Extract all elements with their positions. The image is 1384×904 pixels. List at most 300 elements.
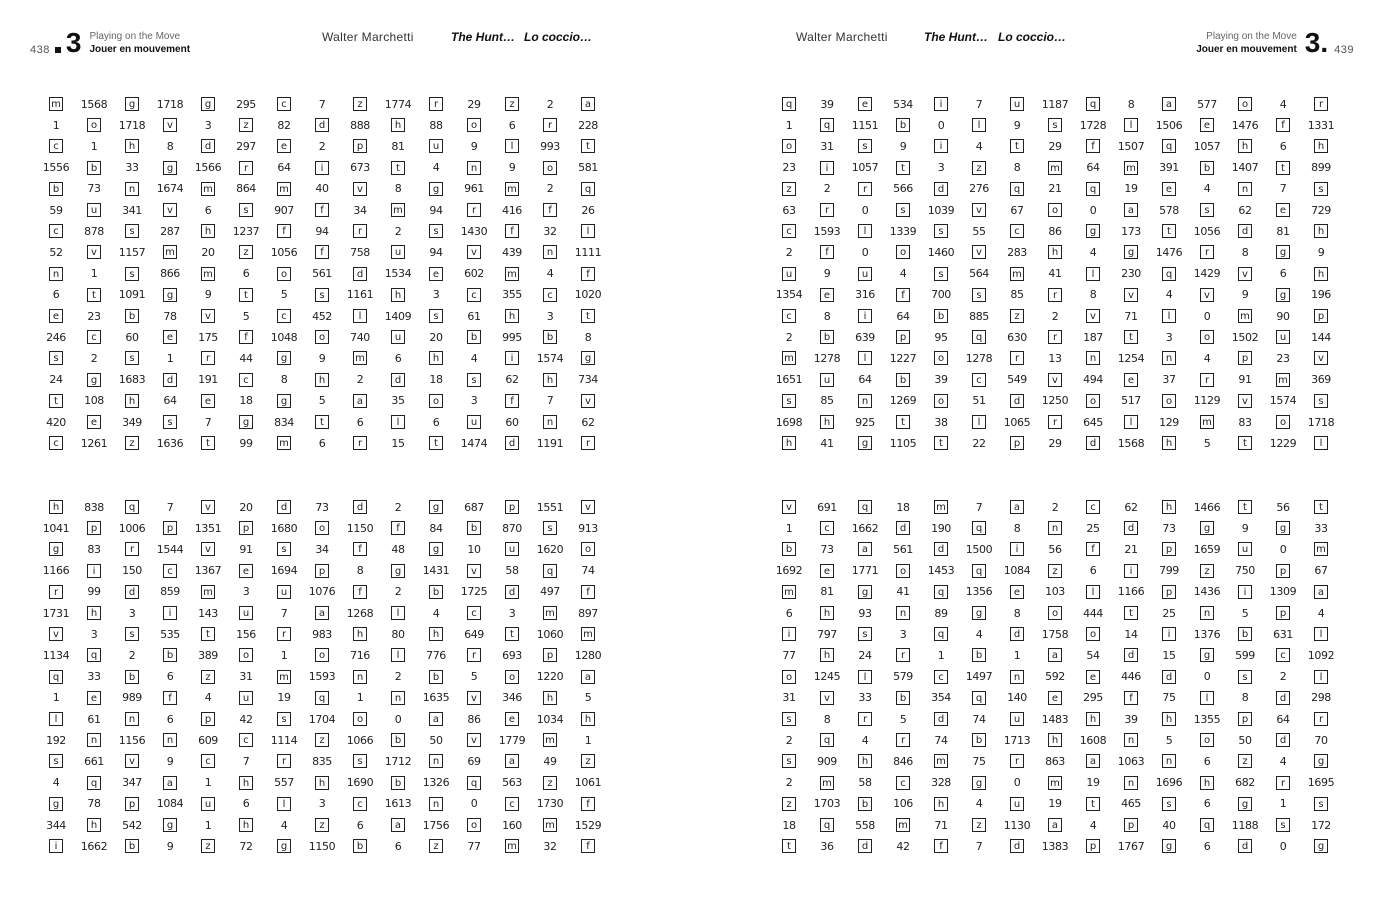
right-chapter-number: 3. xyxy=(1304,27,1329,58)
boxed-letter: d xyxy=(1150,668,1188,686)
number-cell: 1662 xyxy=(80,839,108,853)
number-cell: 64 xyxy=(896,309,910,323)
boxed-letter: t xyxy=(1150,222,1188,240)
grid-row xyxy=(37,837,607,855)
boxed-letter: m xyxy=(531,604,569,622)
number-cell: 7 xyxy=(975,839,983,853)
boxed-letter: p xyxy=(998,434,1036,452)
grid-row xyxy=(770,646,1340,664)
boxed-letter: r xyxy=(265,625,303,643)
number-cell: 6 xyxy=(432,415,440,429)
boxed-letter: q xyxy=(960,562,998,580)
boxed-letter: e xyxy=(808,286,846,304)
number-cell: 1041 xyxy=(42,521,70,535)
number-cell: 3 xyxy=(899,627,907,641)
boxed-letter: t xyxy=(1226,498,1264,516)
boxed-letter: q xyxy=(455,774,493,792)
number-cell: 7 xyxy=(1279,182,1287,196)
boxed-letter: c xyxy=(265,307,303,325)
number-cell: 577 xyxy=(1197,97,1217,111)
boxed-letter: f xyxy=(303,243,341,261)
boxed-letter: q xyxy=(1074,95,1112,113)
number-cell: 6 xyxy=(166,670,174,684)
grid-row xyxy=(770,837,1340,855)
boxed-letter: n xyxy=(846,392,884,410)
boxed-letter: t xyxy=(1302,498,1340,516)
boxed-letter: q xyxy=(569,180,607,198)
number-cell: 1659 xyxy=(1193,542,1221,556)
boxed-letter: v xyxy=(189,307,227,325)
boxed-letter: n xyxy=(455,159,493,177)
boxed-letter: r xyxy=(455,201,493,219)
grid-row xyxy=(37,413,607,431)
number-cell: 5 xyxy=(1203,436,1211,450)
number-cell: 1339 xyxy=(889,224,917,238)
boxed-letter: c xyxy=(998,222,1036,240)
left-chapter-title-fr: Jouer en mouvement xyxy=(89,44,191,55)
boxed-letter: b xyxy=(151,646,189,664)
number-cell: 298 xyxy=(1311,691,1331,705)
number-cell: 8 xyxy=(1127,97,1135,111)
number-cell: 7 xyxy=(975,500,983,514)
number-cell: 276 xyxy=(969,182,989,196)
boxed-letter: a xyxy=(1036,646,1074,664)
boxed-letter: a xyxy=(569,95,607,113)
boxed-letter: g xyxy=(417,498,455,516)
number-cell: 21 xyxy=(1124,542,1138,556)
number-cell: 64 xyxy=(858,373,872,387)
grid-row xyxy=(770,328,1340,346)
number-cell: 835 xyxy=(312,754,332,768)
number-cell: 609 xyxy=(198,733,218,747)
boxed-letter: d xyxy=(998,625,1036,643)
boxed-letter: n xyxy=(1036,519,1074,537)
boxed-letter: c xyxy=(922,668,960,686)
boxed-letter: v xyxy=(455,731,493,749)
boxed-letter: p xyxy=(531,646,569,664)
boxed-letter: l xyxy=(1112,116,1150,134)
number-cell: 0 xyxy=(861,245,869,259)
boxed-letter: i xyxy=(151,604,189,622)
boxed-letter: c xyxy=(189,752,227,770)
boxed-letter: h xyxy=(303,774,341,792)
number-cell: 78 xyxy=(163,309,177,323)
number-cell: 64 xyxy=(1276,712,1290,726)
grid-row xyxy=(770,392,1340,410)
boxed-letter: z xyxy=(1226,752,1264,770)
grid-row xyxy=(37,222,607,240)
number-cell: 1680 xyxy=(270,521,298,535)
boxed-letter: c xyxy=(455,286,493,304)
boxed-letter: c xyxy=(227,731,265,749)
number-cell: 630 xyxy=(1007,330,1027,344)
number-cell: 897 xyxy=(578,606,598,620)
number-cell: 129 xyxy=(1159,415,1179,429)
number-cell: 187 xyxy=(1083,330,1103,344)
grid-row xyxy=(37,328,607,346)
boxed-letter: s xyxy=(37,752,75,770)
number-cell: 1061 xyxy=(574,776,602,790)
number-cell: 1355 xyxy=(1193,712,1221,726)
boxed-letter: a xyxy=(417,710,455,728)
number-cell: 50 xyxy=(1238,733,1252,747)
boxed-letter: s xyxy=(303,286,341,304)
number-cell: 535 xyxy=(160,627,180,641)
number-cell: 592 xyxy=(1045,670,1065,684)
number-cell: 1718 xyxy=(1307,415,1335,429)
boxed-letter: n xyxy=(531,413,569,431)
number-cell: 416 xyxy=(502,203,522,217)
boxed-letter: g xyxy=(1150,837,1188,855)
number-cell: 3 xyxy=(128,606,136,620)
number-cell: 389 xyxy=(198,648,218,662)
number-cell: 42 xyxy=(896,839,910,853)
number-cell: 578 xyxy=(1159,203,1179,217)
number-cell: 99 xyxy=(239,436,253,450)
boxed-letter: e xyxy=(417,265,455,283)
number-cell: 729 xyxy=(1311,203,1331,217)
number-cell: 866 xyxy=(160,267,180,281)
number-cell: 88 xyxy=(429,118,443,132)
boxed-letter: s xyxy=(265,710,303,728)
number-cell: 579 xyxy=(893,670,913,684)
number-cell: 2 xyxy=(1279,670,1287,684)
boxed-letter: g xyxy=(1264,519,1302,537)
number-cell: 1084 xyxy=(156,797,184,811)
number-cell: 1191 xyxy=(536,436,564,450)
number-cell: 62 xyxy=(505,373,519,387)
number-cell: 0 xyxy=(861,203,869,217)
boxed-letter: v xyxy=(455,689,493,707)
number-cell: 4 xyxy=(1279,754,1287,768)
number-cell: 1150 xyxy=(308,839,336,853)
grid-row xyxy=(770,159,1340,177)
boxed-letter: b xyxy=(113,668,151,686)
number-cell: 2 xyxy=(394,500,402,514)
boxed-letter: c xyxy=(227,371,265,389)
number-cell: 191 xyxy=(198,373,218,387)
number-cell: 50 xyxy=(429,733,443,747)
number-cell: 9 xyxy=(508,161,516,175)
number-cell: 74 xyxy=(581,564,595,578)
boxed-letter: h xyxy=(808,413,846,431)
number-cell: 354 xyxy=(931,691,951,705)
number-cell: 1227 xyxy=(889,351,917,365)
number-cell: 19 xyxy=(1086,776,1100,790)
number-cell: 6 xyxy=(242,267,250,281)
boxed-letter: l xyxy=(1302,668,1340,686)
boxed-letter: i xyxy=(922,137,960,155)
boxed-letter: s xyxy=(846,625,884,643)
boxed-letter: u xyxy=(265,583,303,601)
boxed-letter: z xyxy=(531,774,569,792)
boxed-letter: u xyxy=(998,95,1036,113)
boxed-letter: z xyxy=(303,731,341,749)
boxed-letter: a xyxy=(1302,583,1340,601)
boxed-letter: a xyxy=(493,752,531,770)
number-cell: 8 xyxy=(394,182,402,196)
number-cell: 1476 xyxy=(1231,118,1259,132)
number-cell: 750 xyxy=(1235,564,1255,578)
number-cell: 20 xyxy=(429,330,443,344)
number-cell: 9 xyxy=(899,139,907,153)
number-cell: 3 xyxy=(204,118,212,132)
boxed-letter: m xyxy=(493,837,531,855)
number-cell: 175 xyxy=(198,330,218,344)
grid-row xyxy=(37,774,607,792)
boxed-letter: b xyxy=(379,731,417,749)
boxed-letter: s xyxy=(417,307,455,325)
boxed-letter: e xyxy=(75,413,113,431)
number-cell: 156 xyxy=(236,627,256,641)
boxed-letter: e xyxy=(265,137,303,155)
boxed-letter: v xyxy=(113,752,151,770)
number-cell: 2 xyxy=(1051,309,1059,323)
number-cell: 38 xyxy=(934,415,948,429)
number-cell: 32 xyxy=(543,839,557,853)
number-cell: 35 xyxy=(391,394,405,408)
boxed-letter: o xyxy=(227,646,265,664)
number-cell: 6 xyxy=(356,818,364,832)
boxed-letter: i xyxy=(808,159,846,177)
boxed-letter: g xyxy=(569,349,607,367)
boxed-letter: s xyxy=(1302,795,1340,813)
number-cell: 1056 xyxy=(1193,224,1221,238)
number-cell: 77 xyxy=(467,839,481,853)
boxed-letter: d xyxy=(493,434,531,452)
boxed-letter: s xyxy=(455,371,493,389)
boxed-letter: m xyxy=(1036,774,1074,792)
boxed-letter: z xyxy=(189,668,227,686)
number-cell: 558 xyxy=(855,818,875,832)
boxed-letter: r xyxy=(884,731,922,749)
boxed-letter: l xyxy=(265,795,303,813)
boxed-letter: s xyxy=(37,349,75,367)
grid-row xyxy=(770,795,1340,813)
number-cell: 1156 xyxy=(118,733,146,747)
boxed-letter: p xyxy=(189,710,227,728)
number-cell: 1057 xyxy=(1193,139,1221,153)
grid-row xyxy=(37,265,607,283)
number-cell: 3 xyxy=(508,606,516,620)
number-cell: 143 xyxy=(198,606,218,620)
number-cell: 8 xyxy=(1013,161,1021,175)
number-cell: 2 xyxy=(823,182,831,196)
grid-row xyxy=(770,371,1340,389)
boxed-letter: t xyxy=(37,392,75,410)
number-cell: 56 xyxy=(1048,542,1062,556)
number-cell: 39 xyxy=(1124,712,1138,726)
boxed-letter: q xyxy=(770,95,808,113)
grid-row xyxy=(37,243,607,261)
number-cell: 93 xyxy=(858,606,872,620)
grid-row xyxy=(37,201,607,219)
number-cell: 1 xyxy=(90,267,98,281)
number-cell: 3 xyxy=(242,585,250,599)
boxed-letter: o xyxy=(265,265,303,283)
number-cell: 346 xyxy=(502,691,522,705)
boxed-letter: m xyxy=(531,816,569,834)
number-cell: 23 xyxy=(782,161,796,175)
boxed-letter: q xyxy=(1188,816,1226,834)
boxed-letter: f xyxy=(493,392,531,410)
grid-row xyxy=(37,710,607,728)
number-cell: 108 xyxy=(84,394,104,408)
boxed-letter: c xyxy=(37,222,75,240)
number-cell: 517 xyxy=(1121,394,1141,408)
number-cell: 9 xyxy=(166,839,174,853)
number-cell: 6 xyxy=(1203,839,1211,853)
boxed-letter: i xyxy=(770,625,808,643)
boxed-letter: e xyxy=(75,689,113,707)
number-cell: 834 xyxy=(274,415,294,429)
boxed-letter: h xyxy=(113,392,151,410)
grid-left-top xyxy=(37,95,607,455)
number-cell: 838 xyxy=(84,500,104,514)
boxed-letter: b xyxy=(884,689,922,707)
boxed-letter: l xyxy=(493,137,531,155)
right-running-head xyxy=(1188,26,1354,56)
number-cell: 83 xyxy=(1238,415,1252,429)
grid-row xyxy=(770,265,1340,283)
boxed-letter: s xyxy=(113,265,151,283)
boxed-letter: q xyxy=(808,731,846,749)
boxed-letter: h xyxy=(113,137,151,155)
boxed-letter: g xyxy=(113,95,151,113)
number-cell: 4 xyxy=(1089,245,1097,259)
number-cell: 1483 xyxy=(1041,712,1069,726)
boxed-letter: u xyxy=(189,795,227,813)
number-cell: 62 xyxy=(1124,500,1138,514)
number-cell: 9 xyxy=(318,351,326,365)
boxed-letter: g xyxy=(1074,222,1112,240)
number-cell: 62 xyxy=(1238,203,1252,217)
boxed-letter: e xyxy=(1150,180,1188,198)
number-cell: 316 xyxy=(855,288,875,302)
boxed-letter: r xyxy=(1036,286,1074,304)
number-cell: 8 xyxy=(280,373,288,387)
number-cell: 94 xyxy=(315,224,329,238)
boxed-letter: h xyxy=(846,752,884,770)
boxed-letter: f xyxy=(493,222,531,240)
number-cell: 39 xyxy=(820,97,834,111)
boxed-letter: m xyxy=(37,95,75,113)
boxed-letter: r xyxy=(846,180,884,198)
number-cell: 5 xyxy=(242,309,250,323)
boxed-letter: v xyxy=(1226,265,1264,283)
boxed-letter: l xyxy=(1302,625,1340,643)
boxed-letter: o xyxy=(1036,201,1074,219)
boxed-letter: o xyxy=(884,243,922,261)
boxed-letter: h xyxy=(37,498,75,516)
boxed-letter: d xyxy=(379,371,417,389)
boxed-letter: g xyxy=(227,413,265,431)
boxed-letter: q xyxy=(960,328,998,346)
boxed-letter: v xyxy=(75,243,113,261)
number-cell: 1188 xyxy=(1231,818,1259,832)
number-cell: 0 xyxy=(1089,203,1097,217)
boxed-letter: e xyxy=(998,583,1036,601)
boxed-letter: v xyxy=(1188,286,1226,304)
number-cell: 1269 xyxy=(889,394,917,408)
boxed-letter: s xyxy=(846,137,884,155)
number-cell: 1767 xyxy=(1117,839,1145,853)
boxed-letter: u xyxy=(379,328,417,346)
number-cell: 1066 xyxy=(346,733,374,747)
number-cell: 4 xyxy=(1279,97,1287,111)
number-cell: 1534 xyxy=(384,267,412,281)
boxed-letter: b xyxy=(37,180,75,198)
number-cell: 22 xyxy=(972,436,986,450)
number-cell: 1351 xyxy=(194,521,222,535)
number-cell: 859 xyxy=(160,585,180,599)
boxed-letter: g xyxy=(37,540,75,558)
number-cell: 682 xyxy=(1235,776,1255,790)
number-cell: 797 xyxy=(817,627,837,641)
grid-row xyxy=(37,180,607,198)
boxed-letter: p xyxy=(75,519,113,537)
boxed-letter: r xyxy=(1036,413,1074,431)
number-cell: 1383 xyxy=(1041,839,1069,853)
boxed-letter: i xyxy=(998,540,1036,558)
boxed-letter: r xyxy=(341,222,379,240)
right-chapter-titles xyxy=(1196,30,1297,56)
number-cell: 106 xyxy=(893,797,913,811)
grid-row xyxy=(37,519,607,537)
boxed-letter: u xyxy=(75,201,113,219)
boxed-letter: v xyxy=(808,689,846,707)
number-cell: 18 xyxy=(429,373,443,387)
boxed-letter: r xyxy=(341,434,379,452)
boxed-letter: q xyxy=(808,816,846,834)
boxed-letter: b xyxy=(531,328,569,346)
right-chapter-title-en: Playing on the Move xyxy=(1206,31,1297,42)
boxed-letter: v xyxy=(1036,371,1074,389)
boxed-letter: t xyxy=(75,286,113,304)
boxed-letter: d xyxy=(151,371,189,389)
number-cell: 71 xyxy=(934,818,948,832)
boxed-letter: t xyxy=(1226,434,1264,452)
number-cell: 1187 xyxy=(1041,97,1069,111)
number-cell: 0 xyxy=(470,797,478,811)
number-cell: 64 xyxy=(163,394,177,408)
number-cell: 29 xyxy=(1048,139,1062,153)
boxed-letter: u xyxy=(1264,328,1302,346)
number-cell: 8 xyxy=(166,139,174,153)
boxed-letter: q xyxy=(960,519,998,537)
grid-row xyxy=(770,498,1340,516)
number-cell: 2 xyxy=(546,182,554,196)
boxed-letter: z xyxy=(189,837,227,855)
boxed-letter: z xyxy=(493,95,531,113)
boxed-letter: f xyxy=(1112,689,1150,707)
number-cell: 4 xyxy=(1203,182,1211,196)
number-cell: 7 xyxy=(975,97,983,111)
boxed-letter: o xyxy=(455,816,493,834)
boxed-letter: s xyxy=(1226,668,1264,686)
number-cell: 1 xyxy=(166,351,174,365)
boxed-letter: z xyxy=(960,816,998,834)
boxed-letter: s xyxy=(151,413,189,431)
number-cell: 846 xyxy=(893,754,913,768)
boxed-letter: m xyxy=(531,731,569,749)
boxed-letter: a xyxy=(341,392,379,410)
number-cell: 25 xyxy=(1086,521,1100,535)
number-cell: 1048 xyxy=(270,330,298,344)
boxed-letter: h xyxy=(227,816,265,834)
number-cell: 6 xyxy=(1279,139,1287,153)
boxed-letter: n xyxy=(998,668,1036,686)
